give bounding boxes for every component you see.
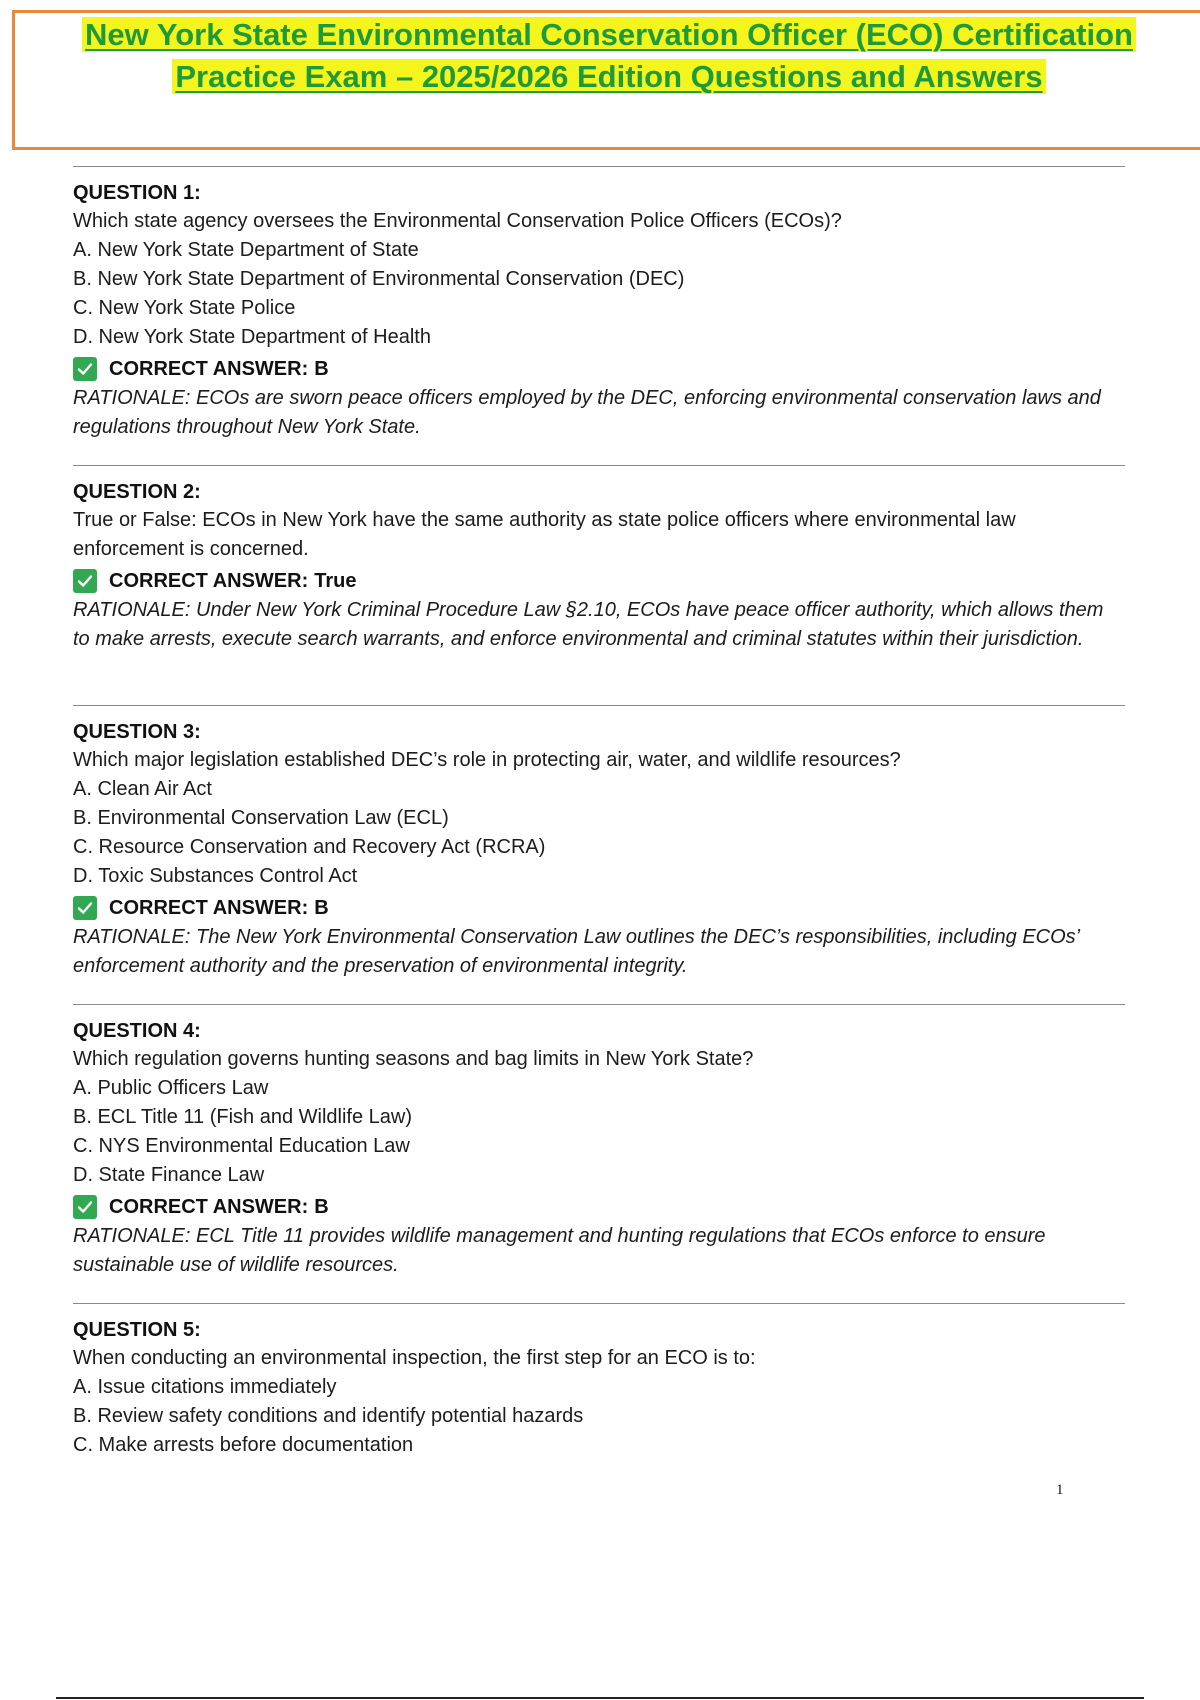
page-number: 1 <box>1056 1482 1064 1498</box>
correct-answer-value: B <box>314 1195 329 1218</box>
option-c: C. New York State Police <box>73 297 296 319</box>
correct-answer-label: CORRECT ANSWER: <box>109 357 309 380</box>
question-block-1 <box>73 166 1125 442</box>
question-block-3 <box>73 705 1125 981</box>
option-d: D. New York State Department of Health <box>73 326 431 348</box>
option-a: A. Clean Air Act <box>73 778 212 800</box>
option-b: B. New York State Department of Environmental Conservation (DEC) <box>73 268 685 290</box>
bottom-divider <box>56 1697 1144 1699</box>
correct-answer-value: B <box>314 357 329 380</box>
correct-answer-label: CORRECT ANSWER: <box>109 896 309 919</box>
correct-answer-value: B <box>314 896 329 919</box>
option-d: D. State Finance Law <box>73 1164 265 1186</box>
option-b: B. Environmental Conservation Law (ECL) <box>73 807 449 829</box>
question-label: QUESTION 5: <box>73 1319 201 1341</box>
option-c: C. NYS Environmental Education Law <box>73 1135 410 1157</box>
question-text: Which major legislation established DEC’s role in protecting air, water, and wildlife resources? <box>73 749 901 771</box>
option-b: B. Review safety conditions and identify potential hazards <box>73 1405 584 1427</box>
rationale-text: RATIONALE: ECL Title 11 provides wildlife management and hunting regulations that ECOs enforce to ensure sustainable use of wildlife resources. <box>73 1225 1046 1276</box>
correct-answer-row <box>73 1192 1125 1222</box>
question-label: QUESTION 4: <box>73 1020 201 1042</box>
option-a: A. Issue citations immediately <box>73 1376 337 1398</box>
rationale-text: RATIONALE: The New York Environmental Conservation Law outlines the DEC’s responsibilities, including ECOs’ enforcement authority and the preservation of environmental integrity. <box>73 926 1080 977</box>
correct-answer-row <box>73 354 1125 384</box>
title-line-2: Practice Exam – 2025/2026 Edition Questions and Answers <box>172 59 1045 94</box>
correct-answer-label: CORRECT ANSWER: <box>109 569 309 592</box>
correct-answer-label: CORRECT ANSWER: <box>109 1195 309 1218</box>
question-text: When conducting an environmental inspection, the first step for an ECO is to: <box>73 1347 756 1369</box>
question-text: True or False: ECOs in New York have the same authority as state police officers where environmental law enforcement is concerned. <box>73 509 1016 560</box>
option-c: C. Resource Conservation and Recovery Act (RCRA) <box>73 836 546 858</box>
question-text: Which state agency oversees the Environmental Conservation Police Officers (ECOs)? <box>73 210 842 232</box>
option-b: B. ECL Title 11 (Fish and Wildlife Law) <box>73 1106 413 1128</box>
correct-answer-value: True <box>314 569 357 592</box>
correct-answer-row <box>73 566 1125 596</box>
check-mark-icon <box>73 896 97 920</box>
question-label: QUESTION 2: <box>73 481 201 503</box>
question-block-4 <box>73 1004 1125 1280</box>
question-label: QUESTION 1: <box>73 182 201 204</box>
option-a: A. New York State Department of State <box>73 239 419 261</box>
question-block-2 <box>73 465 1125 654</box>
correct-answer-row <box>73 893 1125 923</box>
check-mark-icon <box>73 357 97 381</box>
option-d: D. Toxic Substances Control Act <box>73 865 358 887</box>
rationale-text: RATIONALE: Under New York Criminal Procedure Law §2.10, ECOs have peace officer authority, which allows them to make arrests, execute search warrants, and enforce environmental and criminal statutes within their jurisdiction. <box>73 599 1104 650</box>
check-mark-icon <box>73 569 97 593</box>
option-a: A. Public Officers Law <box>73 1077 269 1099</box>
question-block-5 <box>73 1303 1125 1460</box>
check-mark-icon <box>73 1195 97 1219</box>
title-line-1: New York State Environmental Conservation Officer (ECO) Certification <box>82 17 1136 52</box>
question-label: QUESTION 3: <box>73 721 201 743</box>
document-title <box>0 14 1200 98</box>
question-text: Which regulation governs hunting seasons and bag limits in New York State? <box>73 1048 754 1070</box>
option-c: C. Make arrests before documentation <box>73 1434 414 1456</box>
rationale-text: RATIONALE: ECOs are sworn peace officers employed by the DEC, enforcing environmental conservation laws and regulations throughout New York State. <box>73 387 1101 438</box>
